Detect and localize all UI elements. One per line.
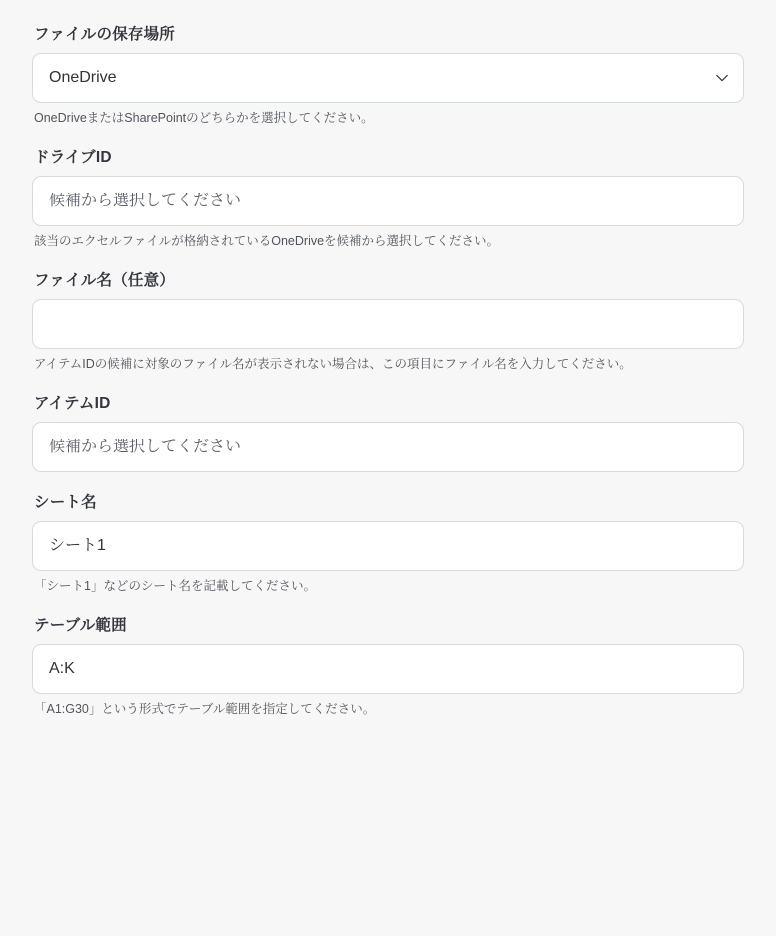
field-hint-file-name: アイテムIDの候補に対象のファイル名が表示されない場合は、この項目にファイル名を入力してください。	[34, 356, 632, 371]
chevron-down-icon	[715, 71, 729, 85]
item-id-input[interactable]	[32, 422, 744, 472]
field-hint-drive-id: 該当のエクセルファイルが格納されているOneDriveを候補から選択してください。	[34, 233, 500, 248]
drive-id-value: 候補から選択してください	[49, 192, 242, 209]
file-storage-location-value: OneDrive	[49, 70, 117, 86]
table-range-input[interactable]	[32, 644, 744, 694]
sheet-name-value: シート1	[49, 537, 106, 554]
field-label-sheet-name: シート名	[34, 493, 97, 511]
file-name-input[interactable]	[32, 299, 744, 349]
table-range-value: A:K	[49, 660, 75, 677]
field-hint-table-range: 「A1:G30」という形式でテーブル範囲を指定してください。	[34, 701, 376, 716]
drive-id-input[interactable]	[32, 176, 744, 226]
item-id-value: 候補から選択してください	[49, 438, 242, 455]
field-hint-file-storage-location: OneDriveまたはSharePointのどちらかを選択してください。	[34, 111, 374, 125]
field-label-drive-id: ドライブID	[34, 148, 112, 166]
sheet-name-input[interactable]	[32, 521, 744, 571]
field-table-range	[32, 613, 744, 718]
file-storage-location-select[interactable]	[32, 53, 744, 103]
field-label-item-id: アイテムID	[34, 394, 111, 412]
field-label-file-storage-location: ファイルの保存場所	[34, 26, 175, 43]
field-item-id	[32, 391, 744, 472]
field-sheet-name	[32, 490, 744, 595]
field-hint-sheet-name: 「シート1」などのシート名を記載してください。	[34, 578, 316, 593]
field-label-table-range: テーブル範囲	[34, 616, 127, 634]
field-label-file-name: ファイル名（任意）	[34, 271, 175, 289]
field-file-storage-location	[32, 22, 744, 127]
field-drive-id	[32, 145, 744, 250]
field-file-name	[32, 268, 744, 373]
